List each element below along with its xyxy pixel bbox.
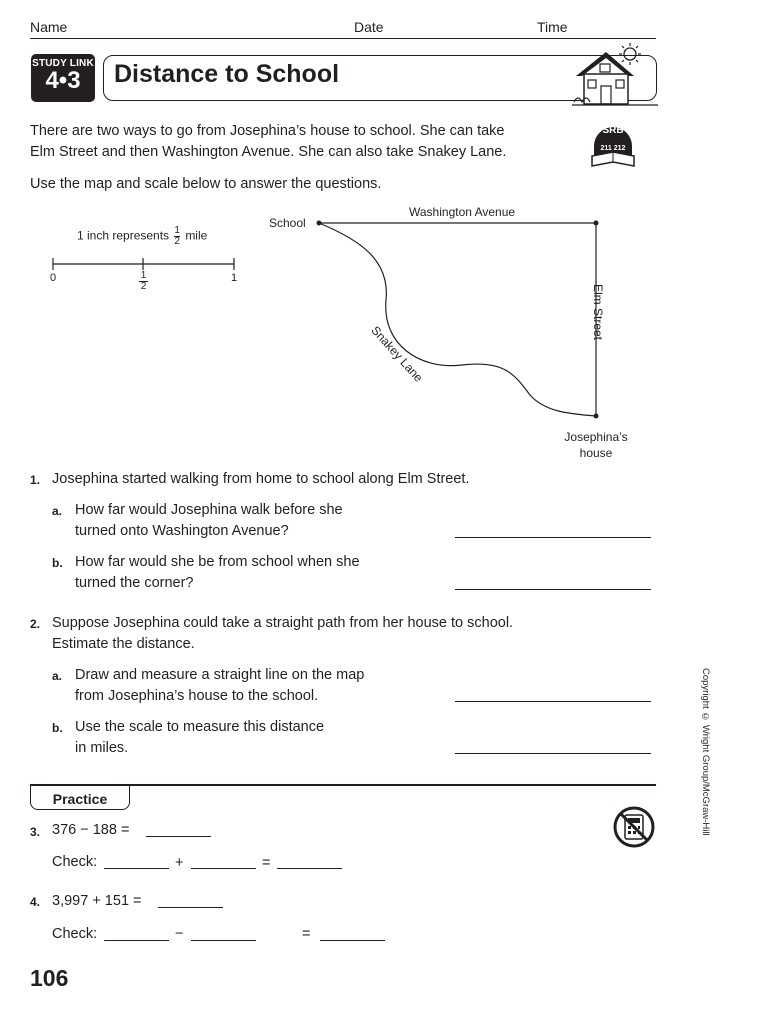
intro-line-2: Elm Street and then Washington Avenue. She can also take Snakey Lane.: [30, 144, 507, 160]
q3-check-blank-3[interactable]: [277, 868, 342, 869]
q3-check-eq: =: [262, 855, 271, 871]
q1a-label: a.: [52, 504, 63, 518]
date-label: Date: [354, 19, 384, 35]
name-label: Name: [30, 19, 68, 35]
q3-check-blank-1[interactable]: [104, 868, 169, 869]
practice-tab: Practice: [30, 786, 130, 810]
q1a-line1: How far would Josephina walk before she: [75, 502, 343, 518]
q2-line2: Estimate the distance.: [52, 636, 195, 652]
map: [0, 0, 768, 470]
q2-line1: Suppose Josephina could take a straight path from her house to school.: [52, 615, 514, 631]
q2a-line2: from Josephina’s house to the school.: [75, 688, 319, 704]
q1a-answer-line[interactable]: [455, 537, 651, 538]
srb-label: SRB: [602, 125, 624, 136]
instruction: Use the map and scale below to answer the questions.: [30, 176, 382, 192]
no-calculator-icon: [612, 805, 656, 849]
q4-answer-line[interactable]: [158, 907, 223, 908]
q1a-line2: turned onto Washington Avenue?: [75, 523, 289, 539]
q1b-line2: turned the corner?: [75, 575, 194, 591]
copyright-notice: Copyright © Wright Group/McGraw-Hill: [700, 668, 711, 836]
scale-fraction-den: 2: [174, 236, 180, 247]
q1b-line1: How far would she be from school when she: [75, 554, 360, 570]
school-point: [317, 221, 322, 226]
scale-caption-pre: 1 inch represents: [77, 228, 170, 243]
corner-point: [594, 221, 599, 226]
q3-expression: 376 − 188 =: [52, 822, 130, 838]
q2a-answer-line[interactable]: [455, 701, 651, 702]
scale-tick-0: 0: [50, 272, 57, 284]
q4-check-blank-3[interactable]: [320, 940, 385, 941]
scale-fraction-num: 1: [174, 225, 180, 236]
time-label: Time: [537, 19, 568, 35]
q3-check-blank-2[interactable]: [191, 868, 256, 869]
badge-label: STUDY LINK: [32, 58, 94, 69]
q2b-line2: in miles.: [75, 740, 129, 756]
map-elm-label: Elm Street: [591, 283, 606, 341]
q4-check-eq: =: [302, 926, 311, 942]
q4-check-label: Check:: [52, 926, 98, 942]
q2a-label: a.: [52, 669, 63, 683]
map-house-label: [555, 429, 637, 461]
map-house-label-1: Josephina’s: [564, 430, 628, 444]
q3-number: 3.: [30, 825, 41, 839]
house-point: [594, 414, 599, 419]
q4-check-op: −: [175, 926, 184, 942]
scale-tick-half-num: 1: [140, 270, 147, 281]
scale-tick-1: 1: [231, 272, 238, 284]
srb-pages: 211 212: [600, 145, 626, 152]
q1-text: Josephina started walking from home to school along Elm Street.: [52, 471, 470, 487]
q1b-answer-line[interactable]: [455, 589, 651, 590]
scale-caption-post: mile: [185, 228, 208, 243]
map-snakey-label: Snakey Lane: [368, 323, 426, 385]
q3-check-op: +: [175, 855, 184, 871]
q4-check-blank-2[interactable]: [191, 940, 256, 941]
page-number: 106: [30, 965, 69, 991]
q2-number: 2.: [30, 617, 41, 631]
badge-number: 4•3: [45, 67, 81, 94]
snakey-lane-road: [319, 223, 596, 416]
q1b-label: b.: [52, 556, 63, 570]
q2b-label: b.: [52, 721, 63, 735]
map-washington-label: Washington Avenue: [409, 205, 516, 219]
q4-check-blank-1[interactable]: [104, 940, 169, 941]
map-house-label-2: house: [579, 446, 613, 460]
q2a-line1: Draw and measure a straight line on the map: [75, 667, 365, 683]
q2b-answer-line[interactable]: [455, 753, 651, 754]
q3-answer-line[interactable]: [146, 836, 211, 837]
q4-number: 4.: [30, 895, 41, 909]
q3-check-label: Check:: [52, 854, 98, 870]
q2b-line1: Use the scale to measure this distance: [75, 719, 325, 735]
scale-tick-half-den: 2: [140, 281, 147, 292]
q1-number: 1.: [30, 473, 41, 487]
page-title: Distance to School: [114, 60, 340, 88]
map-school-label: School: [269, 216, 306, 230]
q4-expression: 3,997 + 151 =: [52, 893, 142, 909]
intro-line-1: There are two ways to go from Josephina’s house to school. She can take: [30, 123, 505, 139]
